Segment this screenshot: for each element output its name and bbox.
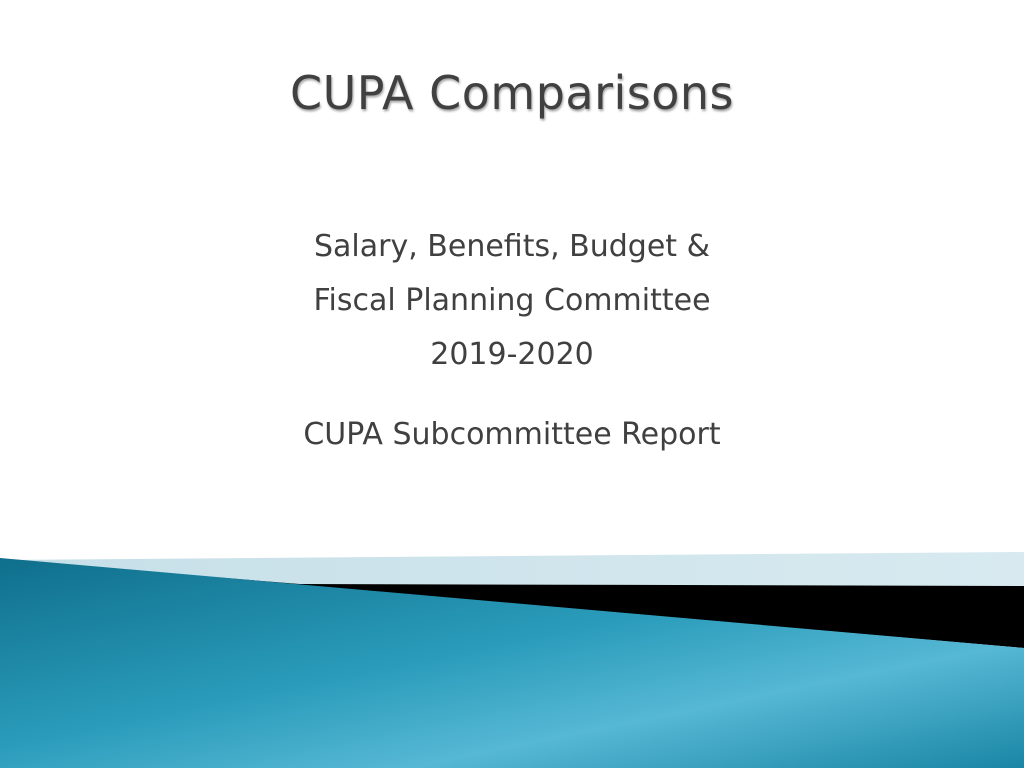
subtitle-line-planning: Fiscal Planning Committee: [313, 283, 711, 318]
subtitle-line-committee: Salary, Benefits, Budget &: [313, 229, 710, 264]
subtitle-report-line: CUPA Subcommittee Report: [303, 417, 721, 452]
subtitle-line-year: 2019-2020: [430, 337, 594, 372]
slide-subtitle: [0, 220, 1024, 462]
subtitle-spacer: [0, 382, 1024, 408]
slide-title: CUPA Comparisons: [289, 66, 735, 120]
